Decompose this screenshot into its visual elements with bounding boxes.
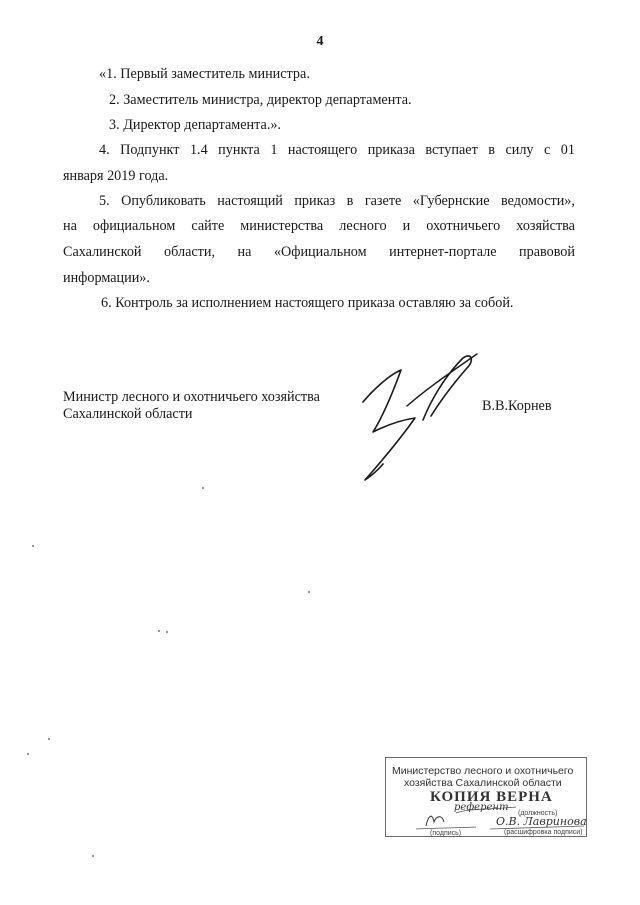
word: Подпункт	[120, 142, 180, 158]
stamp-ministry-line-2: хозяйства Сахалинской области	[404, 777, 562, 789]
word: и	[402, 218, 411, 234]
stamp-handwritten-name: О.В. Лавринова	[496, 815, 587, 828]
stamp-caption-signature: (подпись)	[430, 830, 462, 837]
stamp-ministry-line-1: Министерство лесного и охотничьего	[392, 765, 574, 777]
word: Опубликовать	[121, 193, 206, 209]
list-item-1: «1. Первый заместитель министра.	[99, 66, 310, 82]
word: вступает	[425, 142, 478, 158]
stamp-caption-position: (должность)	[518, 810, 558, 817]
word: приказ	[294, 193, 336, 209]
word: пункта	[218, 142, 260, 158]
word: лесного	[339, 218, 387, 234]
paragraph-6: 6. Контроль за исполнением настоящего приказа оставляю за собой.	[101, 295, 514, 311]
paragraph-5-line-3	[63, 244, 575, 260]
word: «Официальном	[273, 244, 367, 260]
word: 1	[270, 142, 278, 158]
certified-copy-stamp	[385, 757, 587, 837]
signatory-name: В.В.Корнев	[482, 398, 552, 414]
word: на	[237, 244, 252, 260]
word: охотничьего	[426, 218, 501, 234]
word: интернет-портале	[389, 244, 497, 260]
paragraph-5-line-1	[99, 193, 575, 209]
word: 1.4	[189, 142, 208, 158]
stamp-caption-name: (расшифровка подписи)	[504, 829, 583, 836]
word: правовой	[519, 244, 575, 260]
list-item-2: 2. Заместитель министра, директор департамента.	[109, 92, 412, 108]
word: силу	[505, 142, 534, 158]
handwritten-signature	[345, 340, 495, 490]
paragraph-4-line-1	[99, 142, 575, 158]
paragraph-5-line-2	[63, 218, 575, 234]
stamp-title: КОПИЯ ВЕРНА	[430, 789, 553, 805]
word: министерства	[240, 218, 324, 234]
word: 01	[560, 142, 575, 158]
signatory-position	[63, 389, 320, 423]
word: в	[346, 193, 354, 209]
word: в	[488, 142, 495, 158]
word: сайте	[191, 218, 225, 234]
word: 5.	[99, 193, 110, 209]
word: ведомости»,	[501, 193, 575, 209]
word: настоящий	[217, 193, 283, 209]
word: приказа	[367, 142, 415, 158]
word: настоящего	[287, 142, 358, 158]
word: области,	[164, 244, 216, 260]
paragraph-4-line-2: января 2019 года.	[63, 168, 169, 184]
signatory-position-line-2: Сахалинской области	[63, 406, 193, 422]
word: «Губернские	[412, 193, 490, 209]
signatory-position-line-1: Министр лесного и охотничьего хозяйства	[63, 389, 320, 405]
page-number: 4	[316, 34, 324, 49]
word: 4.	[99, 142, 110, 158]
word: газете	[364, 193, 402, 209]
list-item-3: 3. Директор департамента.».	[109, 117, 282, 133]
word: с	[544, 142, 551, 158]
word: Сахалинской	[63, 244, 142, 260]
word: на	[63, 218, 77, 234]
word: хозяйства	[516, 218, 575, 234]
paragraph-5-line-4: информации».	[63, 270, 150, 286]
stamp-handwritten-position: референт	[454, 802, 509, 813]
word: официальном	[92, 218, 176, 234]
